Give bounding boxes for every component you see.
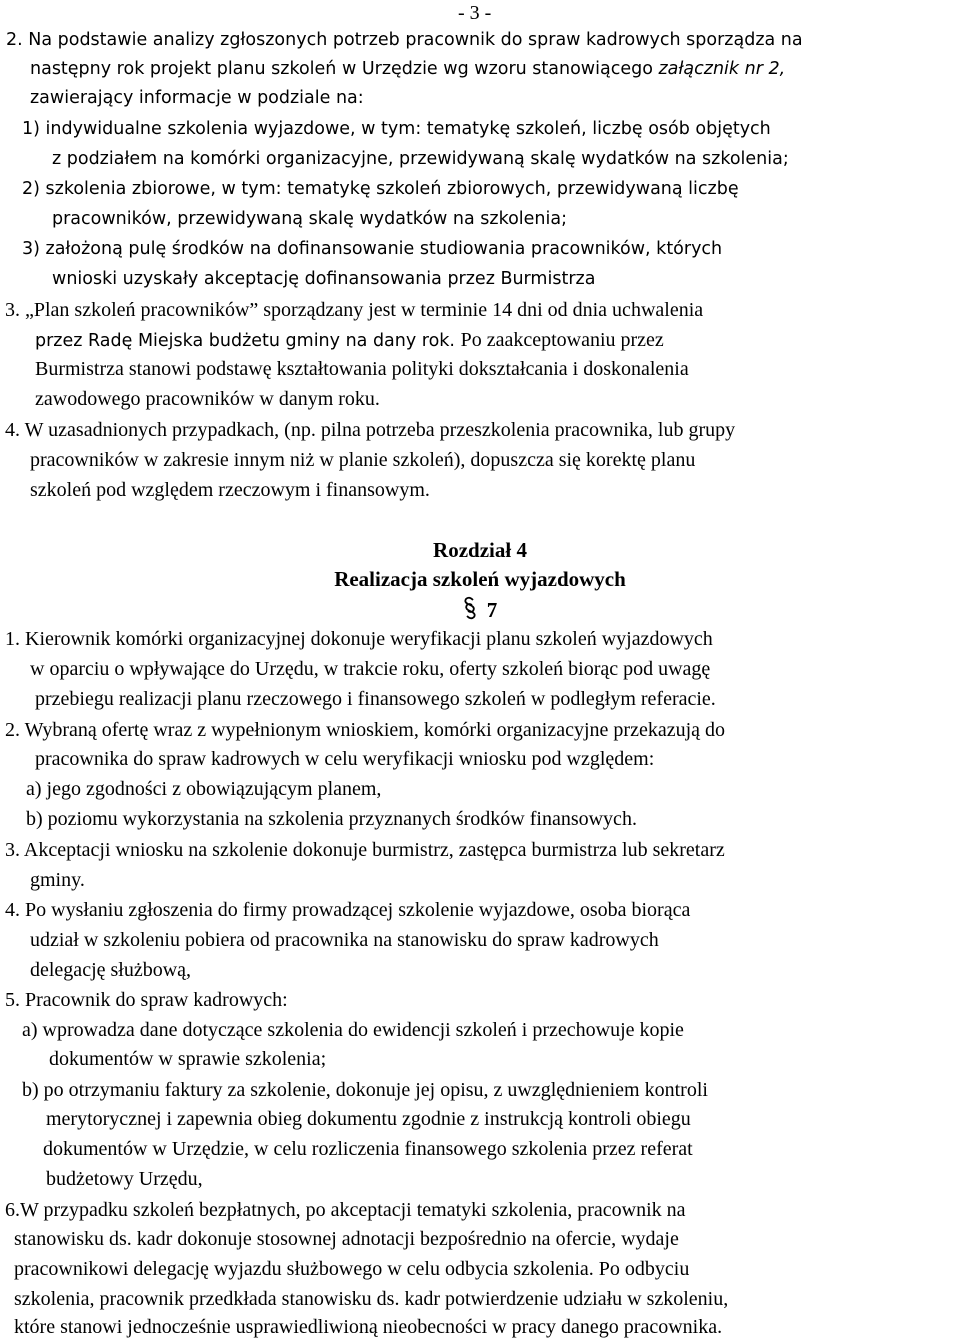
list-item: 3) założoną pulę środków na dofinansowanie studiowania pracowników, których bbox=[22, 239, 723, 259]
list-item: 1) indywidualne szkolenia wyjazdowe, w tym: tematykę szkoleń, liczbę osób objętych bbox=[22, 119, 771, 139]
text-line: szkolenia, pracownik przedkłada stanowisku ds. kadr potwierdzenie udziału w szkoleniu, bbox=[14, 1288, 729, 1310]
section-mark bbox=[0, 596, 960, 623]
text-line: zawierający informacje w podziale na: bbox=[30, 88, 364, 108]
text-line bbox=[35, 327, 664, 354]
list-item-continuation: pracowników, przewidywaną skalę wydatków na szkolenia; bbox=[52, 209, 568, 229]
chapter-heading: Rozdział 4 bbox=[433, 538, 527, 562]
text-line: delegację służbową, bbox=[30, 959, 192, 981]
list-item-continuation: z podziałem na komórki organizacyjne, przewidywaną skalę wydatków na szkolenia; bbox=[52, 149, 789, 169]
text-line: 2. Wybraną ofertę wraz z wypełnionym wnioskiem, komórki organizacyjne przekazują do bbox=[5, 719, 726, 741]
list-item-continuation: budżetowy Urzędu, bbox=[46, 1168, 203, 1190]
text-line: które stanowi jednocześnie usprawiedliwioną nieobecności w pracy danego pracownika. bbox=[14, 1316, 723, 1338]
list-item: b) poziomu wykorzystania na szkolenia przyznanych środków finansowych. bbox=[26, 808, 637, 830]
text-line: 3. „Plan szkoleń pracowników” sporządzany jest w terminie 14 dni od dnia uchwalenia bbox=[5, 299, 704, 321]
text-line: przebiegu realizacji planu rzeczowego i finansowego szkoleń w podległym referacie. bbox=[35, 688, 716, 710]
text-line: stanowisku ds. kadr dokonuje stosownej adnotacji bezpośrednio na ofercie, wydaje bbox=[14, 1228, 679, 1250]
text-span: pilna potrzeba przeszkolenia pracownika, lub grupy bbox=[320, 419, 736, 441]
text-line: pracowników w zakresie innym niż w planie szkoleń), dopuszcza się korektę planu bbox=[30, 449, 696, 471]
text-line bbox=[5, 417, 735, 443]
text-line: pracownika do spraw kadrowych w celu weryfikacji wniosku pod względem: bbox=[35, 748, 655, 770]
attachment-reference: załącznik nr 2, bbox=[658, 59, 786, 79]
text-line bbox=[30, 56, 785, 82]
text-line: 6.W przypadku szkoleń bezpłatnych, po akceptacji tematyki szkolenia, pracownik na bbox=[5, 1199, 686, 1221]
page-number: - 3 - bbox=[458, 2, 492, 24]
text-line: pracownikowi delegację wyjazdu służbowego w celu odbycia szkolenia. Po odbyciu bbox=[14, 1258, 690, 1280]
list-item-continuation: wnioski uzyskały akceptację dofinansowania przez Burmistrza bbox=[52, 269, 596, 289]
text-line: 1. Kierownik komórki organizacyjnej dokonuje weryfikacji planu szkoleń wyjazdowych bbox=[5, 628, 713, 650]
text-line: Burmistrza stanowi podstawę kształtowania polityki dokształcania i doskonalenia bbox=[35, 358, 689, 380]
list-item: a) jego zgodności z obowiązującym planem, bbox=[26, 778, 382, 800]
list-item: 2) szkolenia zbiorowe, w tym: tematykę szkoleń zbiorowych, przewidywaną liczbę bbox=[22, 179, 739, 199]
text-line: 4. Po wysłaniu zgłoszenia do firmy prowadzącej szkolenie wyjazdowe, osoba biorąca bbox=[5, 899, 691, 921]
list-item-continuation: dokumentów w sprawie szkolenia; bbox=[49, 1048, 327, 1070]
text-line: gminy. bbox=[30, 869, 85, 891]
text-span: Po zaakceptowaniu przez bbox=[460, 329, 664, 351]
text-span: następny rok projekt planu szkoleń w Urzędzie wg wzoru stanowiącego bbox=[30, 59, 659, 79]
chapter-title: Realizacja szkoleń wyjazdowych bbox=[334, 567, 626, 591]
list-item-continuation: dokumentów w Urzędzie, w celu rozliczenia finansowego szkolenia przez referat bbox=[43, 1138, 693, 1160]
section-number: 7 bbox=[486, 598, 498, 622]
text-line: szkoleń pod względem rzeczowym i finansowym. bbox=[30, 479, 430, 501]
text-span: 4. W uzasadnionych przypadkach, (np. bbox=[5, 419, 321, 441]
text-line: udział w szkoleniu pobiera od pracownika na stanowisku do spraw kadrowych bbox=[30, 929, 659, 951]
section-sign-icon bbox=[463, 596, 477, 620]
text-line: 2. Na podstawie analizy zgłoszonych potrzeb pracownik do spraw kadrowych sporządza na bbox=[6, 30, 803, 50]
text-line: 3. Akceptacji wniosku na szkolenie dokonuje burmistrz, zastępca burmistrza lub sekretarz bbox=[5, 839, 725, 861]
text-line: zawodowego pracowników w danym roku. bbox=[35, 388, 380, 410]
list-item: b) po otrzymaniu faktury za szkolenie, dokonuje jej opisu, z uwzględnieniem kontroli bbox=[22, 1079, 708, 1101]
list-item: a) wprowadza dane dotyczące szkolenia do ewidencji szkoleń i przechowuje kopie bbox=[22, 1019, 684, 1041]
text-span: przez Radę Miejska budżetu gminy na dany rok. bbox=[35, 331, 461, 351]
text-line: w oparciu o wpływające do Urzędu, w trakcie roku, oferty szkoleń biorąc pod uwagę bbox=[30, 658, 711, 680]
text-line: 5. Pracownik do spraw kadrowych: bbox=[5, 989, 288, 1011]
list-item-continuation: merytorycznej i zapewnia obieg dokumentu zgodnie z instrukcją kontroli obiegu bbox=[46, 1108, 691, 1130]
